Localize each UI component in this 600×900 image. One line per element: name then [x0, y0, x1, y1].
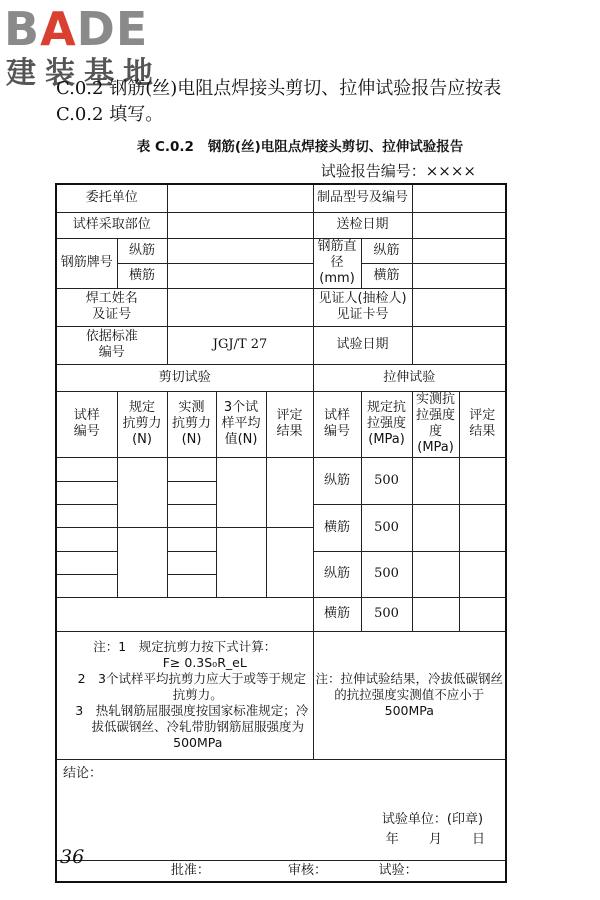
- tensile-row-meas[interactable]: [412, 551, 459, 597]
- tensile-test-header: 拉伸试验: [313, 364, 506, 391]
- shear-avg-cell[interactable]: [216, 527, 266, 597]
- sampling-part-value[interactable]: [167, 212, 313, 238]
- logo-chinese: 建装基地: [6, 56, 162, 91]
- delivery-date-label: 送检日期: [313, 212, 412, 238]
- conclusion-label: 结论：: [63, 765, 103, 781]
- rebar-grade-trans-label: 横筋: [117, 263, 167, 288]
- tensile-row-result[interactable]: [459, 504, 506, 551]
- shear-meas-cell[interactable]: [167, 457, 216, 481]
- col-spec-tensile: 规定抗 拉强度 (MPa): [361, 391, 412, 457]
- welder-value[interactable]: [167, 288, 313, 326]
- delivery-date-value[interactable]: [412, 212, 506, 238]
- entrust-unit-label: 委托单位: [56, 184, 167, 212]
- welder-label: 焊工姓名 及证号: [56, 288, 167, 326]
- tensile-row-type: 纵筋: [313, 457, 361, 504]
- rebar-dia-trans-value[interactable]: [412, 263, 506, 288]
- col-meas-tensile: 实测抗 拉强度度 (MPa): [412, 391, 459, 457]
- review-label: 审核：: [288, 862, 328, 878]
- witness-value[interactable]: [412, 288, 506, 326]
- date-line: 年 月 日: [385, 831, 486, 847]
- shear-test-header: 剪切试验: [56, 364, 313, 391]
- shear-meas-cell[interactable]: [167, 574, 216, 597]
- shear-spec-cell[interactable]: [117, 457, 167, 527]
- col-tensile-sample-no: 试样 编号: [313, 391, 361, 457]
- tensile-row-result[interactable]: [459, 597, 506, 631]
- tensile-row-spec: 500: [361, 551, 412, 597]
- shear-sample-cell[interactable]: [56, 551, 117, 574]
- tensile-row-spec: 500: [361, 597, 412, 631]
- product-model-label: 制品型号及编号: [313, 184, 412, 212]
- shear-sample-cell[interactable]: [56, 574, 117, 597]
- tensile-row-type: 横筋: [313, 504, 361, 551]
- col-spec-shear: 规定 抗剪力 (N): [117, 391, 167, 457]
- rebar-grade-long-label: 纵筋: [117, 238, 167, 263]
- conclusion-block[interactable]: [56, 759, 506, 860]
- tensile-row-result[interactable]: [459, 551, 506, 597]
- rebar-grade-label: 钢筋牌号: [56, 238, 117, 288]
- col-shear-sample-no: 试样 编号: [56, 391, 117, 457]
- tensile-row-type: 纵筋: [313, 551, 361, 597]
- shear-avg-cell[interactable]: [216, 457, 266, 527]
- report-number: 试验报告编号：××××: [320, 162, 476, 180]
- shear-meas-cell[interactable]: [167, 527, 216, 551]
- test-date-label: 试验日期: [313, 326, 412, 364]
- tensile-row-type: 横筋: [313, 597, 361, 631]
- tensile-row-spec: 500: [361, 457, 412, 504]
- rebar-grade-trans-value[interactable]: [167, 263, 313, 288]
- shear-sample-cell[interactable]: [56, 527, 117, 551]
- table-title: 钢筋(丝)电阻点焊接头剪切、拉伸试验报告: [207, 139, 464, 155]
- col-meas-shear: 实测 抗剪力 (N): [167, 391, 216, 457]
- rebar-diameter-label: 钢筋直径 (mm): [313, 238, 361, 288]
- test-report-form: [55, 183, 507, 883]
- page-number: 36: [60, 846, 85, 868]
- shear-result-cell[interactable]: [266, 527, 313, 597]
- shear-meas-cell[interactable]: [167, 481, 216, 504]
- rebar-grade-long-value[interactable]: [167, 238, 313, 263]
- tensile-row-spec: 500: [361, 504, 412, 551]
- test-label: 试验：: [378, 862, 418, 878]
- shear-spec-cell[interactable]: [117, 527, 167, 597]
- col-tensile-result: 评定 结果: [459, 391, 506, 457]
- col-shear-result: 评定 结果: [266, 391, 313, 457]
- witness-label: 见证人(抽检人) 见证卡号: [313, 288, 412, 326]
- shear-sample-cell[interactable]: [56, 457, 117, 481]
- col-avg-shear: 3个试 样平均 值(N): [216, 391, 266, 457]
- shear-meas-cell[interactable]: [167, 551, 216, 574]
- signature-row: [56, 860, 506, 882]
- shear-result-cell[interactable]: [266, 457, 313, 527]
- standard-value: JGJ/T 27: [167, 326, 313, 364]
- entrust-unit-value[interactable]: [167, 184, 313, 212]
- standard-label: 依据标准 编号: [56, 326, 167, 364]
- table-number: 表 C.0.2: [136, 139, 194, 155]
- rebar-dia-trans-label: 横筋: [361, 263, 412, 288]
- test-unit-seal: 试验单位：(印章): [381, 811, 484, 827]
- tensile-note: 注：拉伸试验结果，冷拔低碳钢丝的抗拉强度实测值不应小于500MPa: [313, 631, 506, 759]
- table-caption: [0, 135, 600, 155]
- rebar-dia-long-label: 纵筋: [361, 238, 412, 263]
- shear-notes: 注：1 规定抗剪力按下式计算： F≥ 0.3S₀R_eL 2 3个试样平均抗剪力应大于或等于规定抗剪力。 3 热轧钢筋屈服强度按国家标准规定；冷拔低碳钢丝、冷轧带肋钢筋屈服强度为500MPa: [56, 631, 313, 759]
- tensile-row-meas[interactable]: [412, 597, 459, 631]
- tensile-row-meas[interactable]: [412, 457, 459, 504]
- tensile-row-meas[interactable]: [412, 504, 459, 551]
- shear-sample-cell[interactable]: [56, 481, 117, 504]
- rebar-dia-long-value[interactable]: [412, 238, 506, 263]
- logo-wordmark: BADE: [4, 2, 149, 56]
- sampling-part-label: 试样采取部位: [56, 212, 167, 238]
- test-date-value[interactable]: [412, 326, 506, 364]
- product-model-value[interactable]: [412, 184, 506, 212]
- shear-meas-cell[interactable]: [167, 504, 216, 527]
- approve-label: 批准：: [170, 862, 210, 878]
- tensile-row-result[interactable]: [459, 457, 506, 504]
- shear-sample-cell[interactable]: [56, 504, 117, 527]
